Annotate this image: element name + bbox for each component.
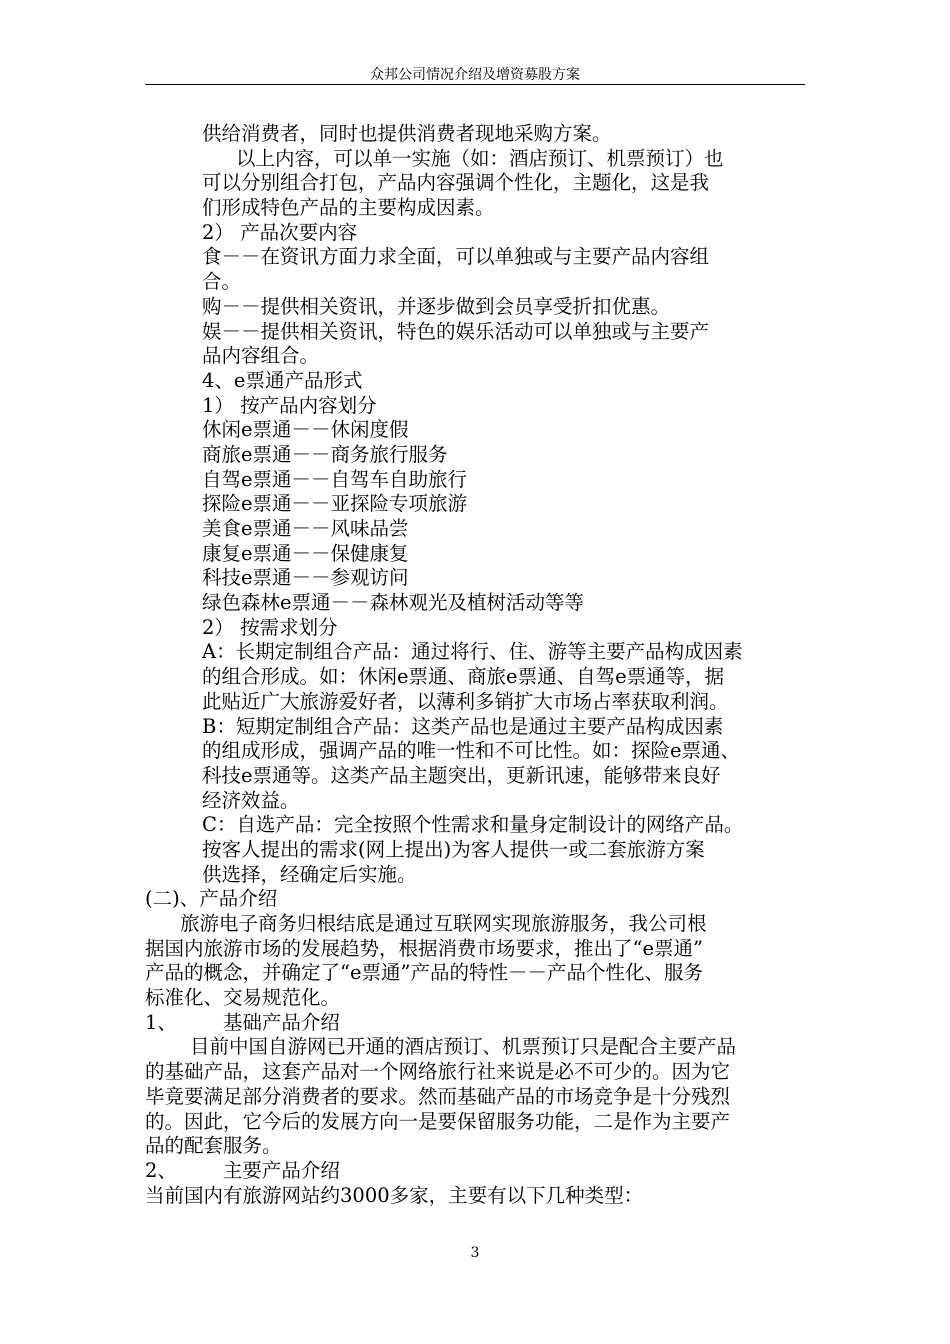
text-line: 品内容组合。 <box>202 344 320 368</box>
text-line: 供选择，经确定后实施。 <box>202 862 417 886</box>
text-line: 目前中国自游网已开通的酒店预订、机票预订只是配合主要产品 <box>190 1035 737 1059</box>
text-line: 以上内容，可以单一实施（如：酒店预订、机票预订）也 <box>236 146 724 170</box>
section-number: 1、 <box>145 1010 177 1034</box>
text-line: 的。因此，它今后的发展方向一是要保留服务功能，二是作为主要产 <box>145 1109 731 1133</box>
text-line: 合。 <box>202 270 242 294</box>
text-line: 购－－提供相关资讯，并逐步做到会员享受折扣优惠。 <box>202 294 671 318</box>
section-heading: (二)、产品介绍 <box>145 887 278 911</box>
document-body <box>0 122 950 1208</box>
section-heading: 1） 按产品内容划分 <box>202 393 377 417</box>
list-item: 科技e票通－－参观访问 <box>202 566 409 590</box>
text-line: 们形成特色产品的主要构成因素。 <box>202 196 495 220</box>
section-heading: 2） 产品次要内容 <box>202 220 358 244</box>
text-line: A：长期定制组合产品：通过将行、住、游等主要产品构成因素 <box>202 640 743 664</box>
text-line: 按客人提出的需求(网上提出)为客人提供一或二套旅游方案 <box>202 837 705 861</box>
text-line: 标准化、交易规范化。 <box>145 986 341 1010</box>
text-line: 当前国内有旅游网站约3000多家，主要有以下几种类型： <box>145 1183 644 1207</box>
section-title: 主要产品介绍 <box>222 1158 340 1182</box>
text-line: 产品的概念，并确定了“e票通”产品的特性－－产品个性化、服务 <box>145 961 703 985</box>
page-header: 众邦公司情况介绍及增资募股方案 <box>370 67 580 83</box>
list-item: 美食e票通－－风味品尝 <box>202 517 409 540</box>
text-line: 据国内旅游市场的发展趋势，根据消费市场要求，推出了“e票通” <box>145 936 703 960</box>
text-line: 品的配套服务。 <box>145 1134 282 1158</box>
text-line: 经济效益。 <box>202 788 300 812</box>
list-item: 探险e票通－－亚探险专项旅游 <box>202 492 468 516</box>
text-line: 供给消费者，同时也提供消费者现地采购方案。 <box>202 122 612 145</box>
text-line: 旅游电子商务归根结底是通过互联网实现旅游服务，我公司根 <box>180 912 707 935</box>
text-line: B：短期定制组合产品：这类产品也是通过主要产品构成因素 <box>202 714 724 738</box>
list-item: 康复e票通－－保健康复 <box>202 541 409 565</box>
text-line: 毕竟要满足部分消费者的要求。然而基础产品的市场竞争是十分残烈 <box>145 1084 731 1108</box>
list-item: 绿色森林e票通－－森林观光及植树活动等等 <box>202 591 585 615</box>
section-heading: 4、e票通产品形式 <box>202 368 363 392</box>
text-line: 食－－在资讯方面力求全面，可以单独或与主要产品内容组 <box>202 245 710 269</box>
section-number: 2、 <box>145 1158 177 1182</box>
text-line: 此贴近广大旅游爱好者，以薄利多销扩大市场占率获取利润。 <box>202 689 729 713</box>
header-rule <box>145 84 805 85</box>
text-line: 的组成形成，强调产品的唯一性和不可比性。如：探险e票通、 <box>202 739 741 763</box>
section-heading: 2） 按需求划分 <box>202 615 338 639</box>
section-heading <box>0 1011 950 1036</box>
text-line: 可以分别组合打包，产品内容强调个性化，主题化，这是我 <box>202 171 710 195</box>
list-item: 商旅e票通－－商务旅行服务 <box>202 442 448 466</box>
list-item: 自驾e票通－－自驾车自助旅行 <box>202 467 468 491</box>
text-line: 科技e票通等。这类产品主题突出，更新讯速，能够带来良好 <box>202 763 721 787</box>
text-line: C：自选产品：完全按照个性需求和量身定制设计的网络产品。 <box>202 813 744 837</box>
list-item: 休闲e票通－－休闲度假 <box>202 418 409 442</box>
section-title: 基础产品介绍 <box>222 1010 340 1034</box>
text-line: 娱－－提供相关资讯，特色的娱乐活动可以单独或与主要产 <box>202 319 710 343</box>
page-number: 3 <box>470 1245 480 1261</box>
text-line: 的基础产品，这套产品对一个网络旅行社来说是必不可少的。因为它 <box>145 1060 731 1084</box>
section-heading <box>0 1159 950 1184</box>
text-line: 的组合形成。如：休闲e票通、商旅e票通、自驾e票通等，据 <box>202 665 725 689</box>
